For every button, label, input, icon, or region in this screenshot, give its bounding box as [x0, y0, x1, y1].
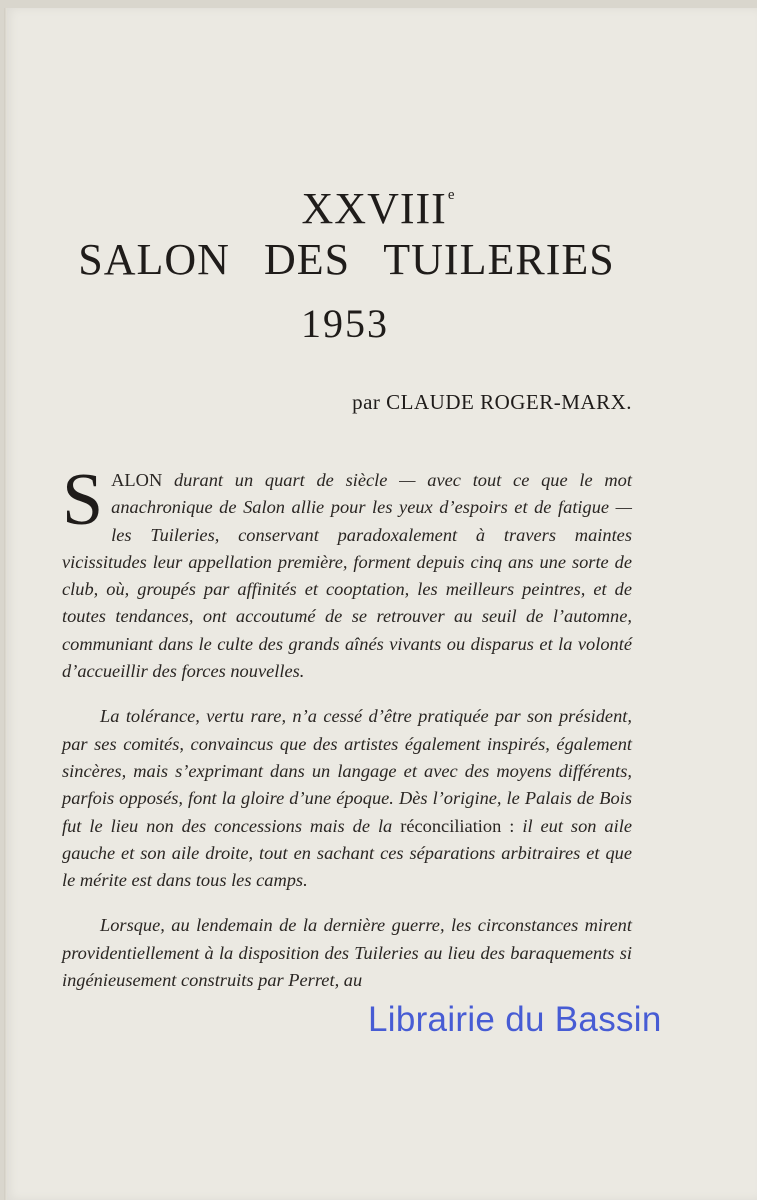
seller-watermark: Librairie du Bassin [368, 1000, 662, 1039]
paragraph-2: La tolérance, vertu rare, n’a cessé d’être pratiquée par son président, par ses comités, convaincus que des artistes également inspirés, également sincères, mais s’exprimant dans un langage et avec des moyens différents, parfois opposés, font la gloire d’une époque. Dès l’origine, le Palais de Bois fut le lieu non des concessions mais de la réconciliation : il eut son aile gauche et son aile droite, tout en sachant ces séparations arbitraires et que le mérite est dans tous les camps. [62, 706, 633, 891]
opening-word: ALON [111, 470, 163, 490]
drop-cap: S [62, 459, 104, 541]
title-superscript: e [447, 187, 456, 203]
article-body [62, 459, 633, 1012]
title-line-1: XXVIIIe [301, 184, 456, 233]
title-year: 1953 [301, 301, 389, 346]
author-byline: par CLAUDE ROGER-MARX. [352, 390, 632, 414]
paragraph-1 [62, 459, 632, 685]
paragraph-1-text: durant un quart de siècle — avec tout ce que le mot anachronique de Salon allie pour les yeux d’espoirs et de fatigue — les Tuileries, conservant paradoxalement à travers maintes vicissitudes leur appellation première, forment depuis cinq ans une sorte de club, où, groupés par affinités et cooptation, les meilleurs peintres, et de toutes tendances, ont accoutumé de se retrouver au seuil de l’automne, communiant dans le culte des grands aînés vivants ou disparus et la volonté d’accueillir des forces nouvelles. [62, 470, 632, 682]
title-line-2: SALON DES TUILERIES [78, 235, 615, 284]
paragraph-3: Lorsque, au lendemain de la dernière guerre, les circonstances mirent providentiellement à la disposition des Tuileries au lieu des baraquements si ingénieusement construits par Perret, au [62, 915, 632, 991]
